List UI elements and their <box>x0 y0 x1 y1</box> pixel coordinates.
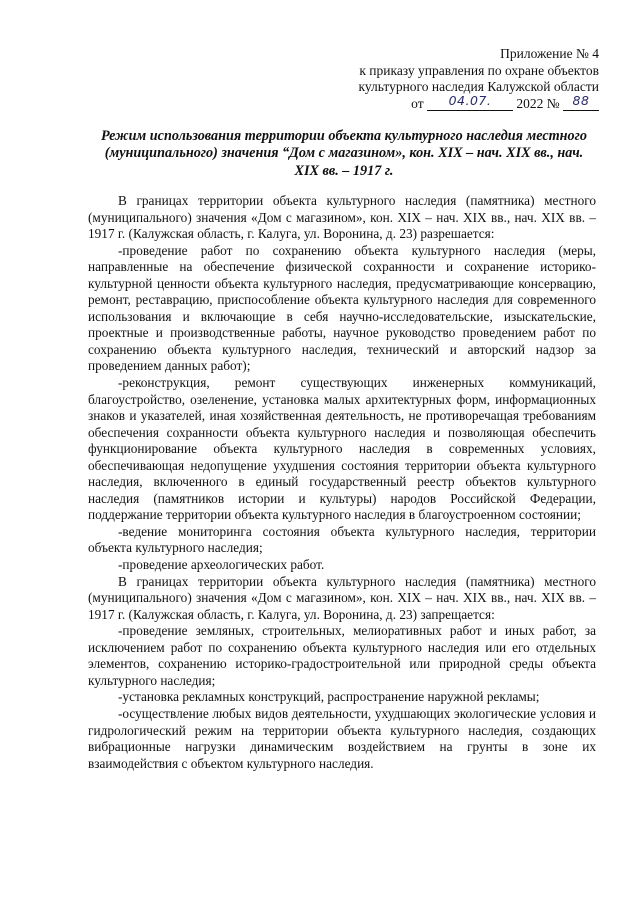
paragraph-reconstruction: -реконструкция, ремонт существующих инженерных коммуникаций, благоустройство, озеленение, установка малых архитектурных форм, информационных знаков и указателей, иная хозяйственная деятельность, не противоречащая требованиям обеспечения сохранности объекта культурного наследия и позволяющая обеспечить функционирование объекта культурного наследия в современных условиях, обеспечивающая недопущение ухудшения состояния территории объекта культурного наследия, включенного в единый государственный реестр объектов культурного наследия (памятников истории и культуры) народов Российской Федерации, поддержание территории объекта культурного наследия в благоустроенном состоянии; <box>88 375 596 523</box>
paragraph-advertising: -установка рекламных конструкций, распространение наружной рекламы; <box>118 689 540 705</box>
paragraph-prohibited-intro: В границах территории объекта культурного наследия (памятника) местного (муниципального) значения «Дом с магазином», кон. XIX – нач. XIX вв., нач. XIX вв. – 1917 г. (Калужская область, г. Калуга, ул. Воронина, д. 23) запрещается: <box>88 573 596 622</box>
region-reference: культурного наследия Калужской области <box>358 79 599 95</box>
title-line: XIX вв. – 1917 г. <box>294 162 394 179</box>
handwritten-date: 04.07. <box>448 92 492 108</box>
date-field <box>427 92 513 111</box>
year-label: 2022 № <box>516 95 560 111</box>
paragraph-permitted-intro: В границах территории объекта культурного наследия (памятника) местного (муниципального) значения «Дом с магазином», кон. XIX – нач. XIX вв., нач. XIX вв. – 1917 г. (Калужская область, г. Калуга, ул. Воронина, д. 23) разрешается: <box>88 193 596 242</box>
paragraph-conservation-works: -проведение работ по сохранению объекта культурного наследия (меры, направленные на обеспечение физической сохранности и сохранение историко-культурной ценности объекта культурного наследия, предусматривающие консервацию, ремонт, реставрацию, приспособление объекта культурного наследия для современного использования и включающие в себя научно-исследовательские, изыскательские, проектные и производственные работы, научное руководство проведением работ по сохранению объекта культурного наследия, технический и авторский надзор за проведением данных работ); <box>88 242 596 374</box>
date-prefix: от <box>411 95 424 111</box>
document-title <box>84 128 604 180</box>
number-field <box>563 92 599 111</box>
title-line: Режим использования территории объекта культурного наследия местного <box>101 128 587 144</box>
document-body <box>88 193 596 772</box>
appendix-number: Приложение № 4 <box>500 46 599 61</box>
paragraph-monitoring: -ведение мониторинга состояния объекта культурного наследия, территории объекта культурного наследия; <box>88 523 596 556</box>
paragraph-archaeology: -проведение археологических работ. <box>118 557 325 573</box>
order-reference: к приказу управления по охране объектов <box>359 62 599 78</box>
order-date-line <box>269 92 599 113</box>
paragraph-ecology: -осуществление любых видов деятельности, ухудшающих экологические условия и гидрологический режим на территории объекта культурного наследия, создающих вибрационные нагрузки динамическим воздействием на грунты в зоне их взаимодействия с объектом культурного наследия. <box>88 705 596 771</box>
appendix-header <box>269 46 599 112</box>
title-line: (муниципального) значения “Дом с магазином», кон. XIX – нач. XIX вв., нач. <box>104 145 584 162</box>
handwritten-number: 88 <box>572 92 590 108</box>
paragraph-earthworks: -проведение земляных, строительных, мелиоративных работ и иных работ, за исключением работ по сохранению объекта культурного наследия или его отдельных элементов, сохранению историко-градостроительной или природной среды объекта культурного наследия; <box>88 623 596 688</box>
